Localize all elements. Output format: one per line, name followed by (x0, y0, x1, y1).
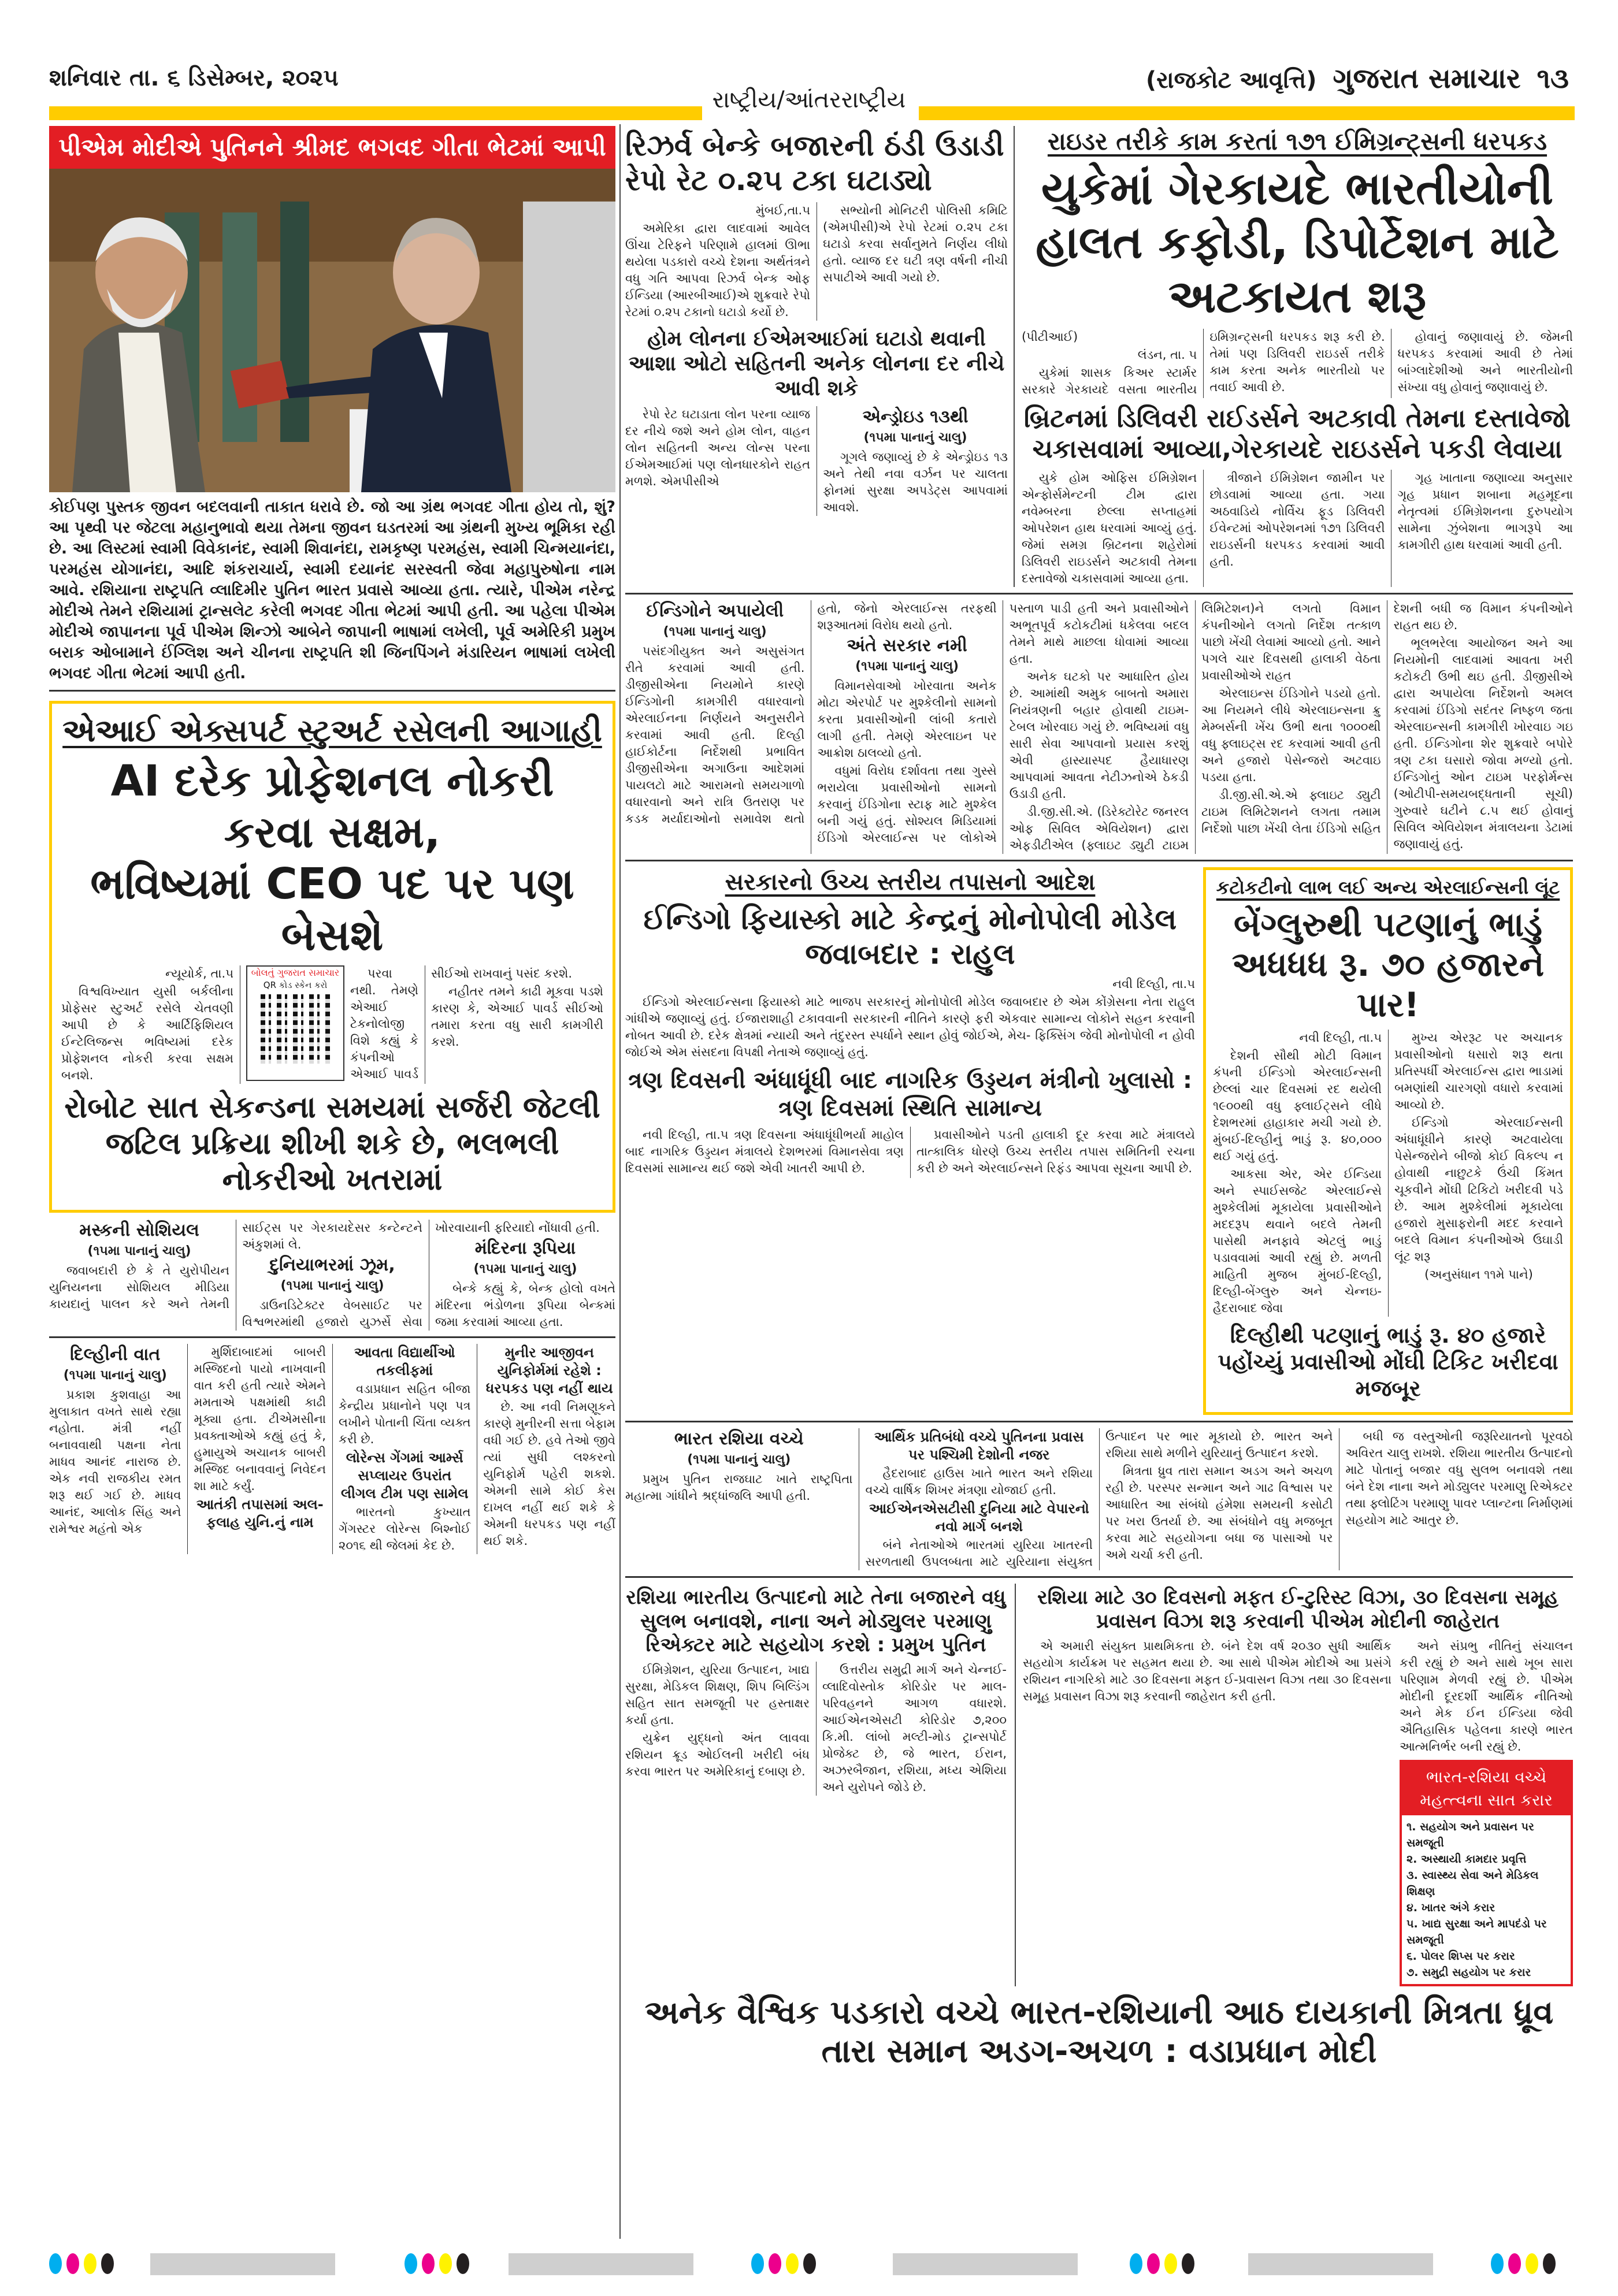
subhead: આર્થિક પ્રતિબંધો વચ્ચે પુતિનના પ્રવાસ પર પશ્ચિમી દેશોની નજર (874, 1429, 1084, 1463)
registration-dot (457, 2253, 469, 2274)
dateline: નવી દિલ્હી, તા.૫ (1112, 976, 1195, 991)
visa-story (1015, 1584, 1573, 1986)
paragraph: બેન્કે કહ્યું કે, બેન્ક હોલો વખતે મંદિરના ભંડોળના રૂપિયા બેન્કમાં જમા કરવામાં આવ્યા હતા. (435, 1281, 615, 1329)
paragraph: સભ્યોની મોનિટરી પોલિસી કમિટિ (એમપીસી)એ રેપો રેટમાં ૦.૨૫ ટકા ઘટાડો કરવા સર્વાનુમતે નિર્ણય લીધો હતો. વ્યાજ દર ઘટી ત્રણ વર્ષની નીચી સપાટીએ આવી ગયો છે. (823, 203, 1008, 284)
paragraph: ભારતનો કુખ્યાત ગેંગસ્ટર લોરેન્સ બિશ્નોઈ ૨૦૧૬ થી જેલમાં કેદ છે. (339, 1504, 471, 1552)
registration-dot (1491, 2253, 1504, 2274)
masthead-right (1146, 62, 1569, 95)
uk-body-2 (1022, 470, 1573, 587)
paragraph: હૈદરાબાદ હાઉસ ખાતે ભારત અને રશિયા વચ્ચે વાર્ષિક શિખર મંત્રણા યોજાઈ હતી. (865, 1466, 1093, 1498)
registration-marks (49, 2253, 114, 2274)
agreement-item: ૭. સમુદ્રી સહયોગ પર કરાર (1407, 1966, 1531, 1979)
rbi-story (625, 126, 1008, 516)
column-title: અંતે સરકાર નમી (847, 635, 967, 656)
agreement-item: ૧. સહયોગ અને પ્રવાસન પર સમજૂતી (1407, 1820, 1534, 1849)
subhead: આઈએનએસટીસી દુનિયા માટે વેપારનો નવો માર્ગ બનશે (869, 1500, 1089, 1535)
registration-dot (404, 2253, 417, 2274)
divider (49, 690, 615, 692)
paragraph: યુકે હોમ ઓફિસ ઈમિગ્રેશન એન્ફોર્સમેન્ટની ટીમ દ્વારા નવેમ્બરના છેલ્લા સપ્તાહમાં ઓપરેશન હાથ ધરવામાં આવ્યું હતું. જેમાં સમગ્ર બ્રિટનના શહેરોમાં ડિલિવરી રાઇડર્સને અટકાવી તેમના દસ્તાવેજો ચકાસવામાં આવ્યા હતા. (1022, 470, 1197, 585)
ai-headline-line-1: AI દરેક પ્રોફેશનલ નોકરી કરવા સક્ષમ, (110, 756, 554, 857)
paragraph: ડાઉનડિટેક્ટર વેબસાઈટ પર વિશ્વભરમાંથી હજારો યુઝર્સે સેવા ખોરવાયાની ફરિયાદો નોંધાવી હતી. (242, 1220, 600, 1329)
airfare-story-box (1203, 867, 1573, 1415)
paragraph: આકસા એર, એર ઈન્ડિયા અને સ્પાઈસજેટ એરલાઈન્સે મુશ્કેલીમાં મૂકાયેલા પ્રવાસીઓને મદદરૂપ થવાને બદલે તેમની પાસેથી મનફાવે એટલું ભાડું પડાવવામાં આવી રહ્યું છે. મળતી માહિતી મુજબ મુંબઈ-દિલ્હી, દિલ્હી-બેંગ્લુરુ અને ચેન્નઇ- હૈદરાબાદ જેવા (1213, 1167, 1382, 1316)
registration-dot (1508, 2253, 1521, 2274)
paragraph: ડી.જી.સી.એ. (ડિરેક્ટોરેટ જનરલ ઓફ સિવિલ એવિયેશન) દ્વારા એફડીટીએલ (ફ્લાઇટ ડ્યુટી ટાઇમ લિમિટેશન)ને લગતો વિમાન કંપનીઓને લગતો નિર્દેશ તત્કાળ પાછો ખેંચી લેવામાં આવ્યો હતો. આને પગલે ચાર દિવસથી હાલાકી વેઠતા પ્રવાસીઓએ રાહત (1009, 601, 1381, 852)
registration-dot (786, 2253, 799, 2274)
russia-row (625, 1584, 1573, 1986)
paragraph: વિશ્વવિખ્યાત યુસી બર્કલીના પ્રોફેસર સ્ટુઅર્ટ રસેલે ચેતવણી આપી છે કે આર્ટિફિશિયલ ઈન્ટેલિજન્સ ભવિષ્યમાં દરેક પ્રોફેશનલ નોકરી કરવા સક્ષમ બનશે. (61, 984, 233, 1083)
ai-headline (61, 756, 603, 961)
color-bar (509, 2253, 693, 2275)
registration-dot (66, 2253, 79, 2274)
aviation-body (625, 1127, 1195, 1178)
agreements-title: ભારત-રશિયા વચ્ચે મહત્ત્વના સાત કરાર (1402, 1762, 1571, 1815)
qr-label: બોલતું ગુજરાત સમાચાર (251, 967, 340, 979)
uk-body (1022, 329, 1573, 398)
dateline: લંડન, તા. ૫ (1137, 348, 1197, 362)
paragraph: વિમાનસેવાઓ ખોરવાતા અનેક મોટા એરપોર્ટ પર મુશ્કેલીનો સામનો કરતા પ્રવાસીઓની લાંબી કતારો લાગી હતી. તેમણે એરલાઇન પર આક્રોશ ઠાલવ્યો હતો. (817, 678, 997, 760)
side-title: એન્ડ્રોઇડ ૧૩થી (862, 406, 968, 427)
agreement-item: ૩. સ્વાસ્થ્ય સેવા અને મેડિકલ શિક્ષણ (1407, 1868, 1539, 1898)
section-label: રાષ્ટ્રીય/આંતરરાષ્ટ્રીય (712, 87, 906, 113)
paragraph: પસંદગીયુક્ત અને અસુસંગત રીતે કરવામાં આવી હતી. ડીજીસીએના નિયમોને કારણે ઈન્ડિગોની કામગીરી વધારવાનો એરલાઈનના નિર્ણયને અનુસરીને કરવામાં આવી હતી. દિલ્હી હાઈકોર્ટના નિર્દેશથી પ્રભાવિત ડીજીસીએના અગાઉના આદેશમાં પાયલટો માટે આરામનો સમયગાળો વધારવાનો અને રાત્રિ ઉતરાણ પર કડક મર્યાદાઓનો સમાવેશ થતો હતો, જેનો એરલાઈન્સ તરફથી શરૂઆતમાં વિરોધ થયો હતો. (625, 601, 997, 826)
govt-body (625, 976, 1195, 1061)
putin-headline: રશિયા ભારતીય ઉત્પાદનો માટે તેના બજારને વધુ સુલભ બનાવશે, નાના અને મોડ્યુલર પરમાણુ રિએક્ટર માટે સહયોગ કરશે : પ્રમુખ પુતિન (626, 1586, 1006, 1656)
paragraph: યુક્રેન યુદ્ધનો અંત લાવવા રશિયન ક્રૂડ ઓઈલની ખરીદી બંધ કરવા ભારત પર અમેરિકાનું દબાણ છે. (625, 1730, 810, 1778)
visa-headline: રશિયા માટે ૩૦ દિવસનો મફત ઈ-ટુરિસ્ટ વિઝા, ૩૦ દિવસના સમૂહ પ્રવાસન વિઝા શરૂ કરવાની પીએમ મોદીની જાહેરાત (1037, 1586, 1558, 1633)
issue-date: શનિવાર તા. ૬ ડિસેમ્બર, ૨૦૨૫ (49, 65, 339, 91)
top-row (625, 126, 1573, 587)
visa-right (1400, 1638, 1573, 1986)
left-stack (49, 126, 615, 1554)
paragraph: પરવા નથી. તેમણે એઆઈ ટેકનોલોજી વિશે કહ્યું કે કંપનીઓ એઆઈ પાવર્ડ સીઈઓ રાખવાનું પસંદ કરશે. (350, 967, 573, 1082)
paragraph: હોવાનું જણાવાયું છે. જેમની ધરપકડ કરવામાં આવી છે તેમાં બાંગ્લાદેશીઓ અને ભારતીયોની સંખ્યા વધુ હોવાનું જણાવાયું છે. (1397, 330, 1573, 395)
visa-body-1 (1023, 1638, 1391, 1706)
fare-kicker: કટોકટીનો લાભ લઈ અન્ય એરલાઈન્સની લૂંટ (1216, 876, 1560, 898)
ai-headline-line-2: ભવિષ્યમાં CEO પદ પર પણ બેસશે (90, 859, 574, 960)
registration-dot (1182, 2253, 1194, 2274)
paragraph: ત્રીજાને ઈમિગ્રેશન જામીન પર છોડવામાં આવ્યા હતા. ગયા અઠવાડિયે નોર્વિચ ફૂડ ડિલિવરી ઈવેન્ટમાં ઓપરેશનમાં ૧૭૧ ડિલિવરી રાઇડર્સની ધરપકડ કરવામાં આવી હતી. (1209, 470, 1385, 569)
middle-row (625, 867, 1573, 1415)
dateline: નવી દિલ્હી, તા.૫ (1299, 1031, 1382, 1045)
color-bar (893, 2253, 1078, 2275)
continued-label: (અનુસંધાન ૧૧મે પાને) (1424, 1268, 1533, 1282)
indigo-cols (625, 600, 1573, 854)
gita-title: પીએમ મોદીએ પુતિનને શ્રીમદ ભગવદ ગીતા ભેટમાં આપી (49, 126, 615, 169)
modi-putin-photo (49, 169, 615, 492)
qr-sublabel: QR કોડ સ્કેન કરો (263, 980, 328, 991)
paragraph: ઉત્તરીય સમુદ્રી માર્ગ અને ચેન્નઈ-વ્લાદિવોસ્તોક કોરિડોર પર માલ-પરિવહનને આગળ વધારશે. આઈએનએસટી કોરિડોર ૭,૨૦૦ કિ.મી. લાંબો મલ્ટી-મોડ ટ્રાન્સપોર્ટ પ્રોજેક્ટ છે, જે ભારત, ઈરાન, અઝરબૈજાન, રશિયા, મધ્ય એશિયા અને યુરોપને જોડે છે. (822, 1662, 1007, 1794)
uk-story (1014, 126, 1573, 587)
continued-label: (૧૫મા પાનાનું ચાલુ) (63, 1368, 167, 1383)
continued-label: (૧૫મા પાનાનું ચાલુ) (663, 624, 767, 639)
registration-dot (1164, 2253, 1177, 2274)
column-rule (619, 124, 621, 2239)
paragraph: પ્રવાસીઓને પડતી હાલાકી દૂર કરવા માટે મંત્રાલયે તાત્કાલિક ધોરણે ઉચ્ચ સ્તરીય તપાસ સમિતિની રચના કરી છે અને એરલાઈન્સને રિફંડ આપવા સૂચના આપી છે. (916, 1127, 1195, 1175)
registration-dot (803, 2253, 816, 2274)
paragraph: એ અમારી સંયુક્ત પ્રાથમિકતા છે. બંને દેશ વર્ષ ૨૦૩૦ સુધી આર્થિક સહયોગ કાર્યક્રમ પર સહમત થયા છે. આ સાથે પીએમ મોદીએ આ પ્રસંગે રશિયન નાગરિકો માટે ૩૦ દિવસના મફત ઈ-પ્રવાસન વિઝા તથા ૩૦ દિવસના સમૂહ પ્રવાસન વિઝા શરૂ કરવાની જાહેરાત કરી હતી. (1023, 1639, 1391, 1703)
agreement-item: ૨. અસ્થાયી કામદાર પ્રવૃત્તિ (1407, 1852, 1527, 1866)
delhi-patna-fare-headline: દિલ્હીથી પટણાનું ભાડું રૂ. ૪૦ હજારે પહોંચ્યું પ્રવાસીઓ મોંઘી ટિકિટ ખરીદવા મજબૂર (1218, 1322, 1558, 1401)
column-title: ભારત રશિયા વચ્ચે (674, 1429, 804, 1450)
continued-label: (૧૫મા પાનાનું ચાલુ) (280, 1278, 384, 1293)
continued-label: (૧૫મા પાનાનું ચાલુ) (87, 1243, 191, 1258)
paragraph: નવી દિલ્હી, તા.૫ ત્રણ દિવસના અંધાધૂંધીભર્યા માહોલ બાદ નાગરિક ઉડ્ડયન મંત્રાલયે દેશભરમાં વિમાનસેવા ત્રણ દિવસમાં સામાન્ય થઈ જશે એવી ખાતરી આપી છે. (625, 1127, 904, 1175)
source: (પીટીઆઈ) (1022, 330, 1078, 344)
govt-headline: ઈન્ડિગો ફિયાસ્કો માટે કેન્દ્રનું મોનોપોલી મોડેલ જવાબદાર : રાહુલ (643, 902, 1177, 971)
subhead: આતંકી તપાસમાં અલ-ફલાહ યુનિ.નું નામ આવતા વિદ્યાર્થીઓ તકલીફમાં (196, 1344, 455, 1530)
russia-top-body (625, 1428, 1573, 1570)
robot-headline: રોબોટ સાત સેકન્ડના સમયમાં સર્જરી જેટલી જટિલ પ્રક્રિયા શીખી શકે છે, ભલભલી નોકરીઓ ખતરામાં (64, 1090, 600, 1198)
continued-label: (૧૫મા પાનાનું ચાલુ) (473, 1261, 577, 1276)
agreement-item: ૫. ખાદ્ય સુરક્ષા અને માપદંડો પર સમજૂતી (1407, 1917, 1547, 1946)
paragraph: વધુમાં વિરોધ દર્શાવતા તથા ગુસ્સે ભરાયેલા પ્રવાસીઓનો સામનો કરવાનું ઈંડિગોના સ્ટાફ માટે મુશ્કેલ બની ગયું હતું. સોશ્યલ મિડિયામાં ઈંડિગો એરલાઈન્સ પર લોકોએ પસ્તાળ પાડી હતી અને પ્રવાસીઓને અભૂતપૂર્વ કટોકટીમાં ધકેલવા બદલ તેમને માથે માછલા ધોવામાં આવ્યા હતા. (817, 601, 1189, 845)
registration-dot (49, 2253, 62, 2274)
qr-code-icon[interactable] (261, 994, 330, 1064)
column-title: દિલ્હીની વાત (70, 1344, 161, 1365)
dateline: મુંબઈ,તા.૫ (755, 203, 810, 217)
paragraph: મુખ્ય એરરૂટ પર અચાનક પ્રવાસીઓનો ધસારો શરૂ થતા પ્રતિસ્પર્ધી એરલાઈન્સ દ્વારા ભાડામાં બમણાંથી ચારગણો વધારો કરવામાં આવ્યો છે. (1394, 1031, 1563, 1112)
registration-dot (769, 2253, 781, 2274)
aviation-minister-headline: ત્રણ દિવસની અંધાધૂંધી બાદ નાગરિક ઉડ્ડયન મંત્રીનો ખુલાસો : ત્રણ દિવસમાં સ્થિતિ સામાન્ય (628, 1067, 1192, 1121)
paragraph: મિત્રતા ધ્રુવ તારા સમાન અડગ અને અચળ રહી છે. પરસ્પર સન્માન અને ગાઢ વિશ્વાસ પર આધારિત આ સંબંધો હંમેશા સમયની કસોટી પર ખરા ઉતર્યા છે. આ સંબંધોને વધુ મજબૂત કરવા માટે સહયોગના બધા જ પાસાઓ પર અમે ચર્ચા કરી હતી. (1105, 1464, 1333, 1562)
agreement-item: ૪. ખાતર અંગે કરાર (1407, 1901, 1495, 1914)
visa-body-2 (1400, 1638, 1573, 1755)
paragraph: બંને નેતાઓએ ભારતમાં યુરિયા ખાતરની સરળતાથી ઉપલબ્ધતા માટે યુરિયાના સંયુક્ત ઉત્પાદન પર ભાર મૂકાયો છે. ભારત અને રશિયા સાથે મળીને યુરિયાનું ઉત્પાદન કરશે. (865, 1429, 1333, 1569)
briefs (49, 1220, 615, 1331)
edition-label: (રાજકોટ આવૃત્તિ) (1145, 67, 1317, 94)
paragraph: બધી જ વસ્તુઓની જરૂરિયાતનો પૂરવઠો અવિરત ચાલુ રાખશે. રશિયા ભારતીય ઉત્પાદનો માટે પોતાનું બજાર વધુ સુલભ બનાવશે તથા બંને દેશ નાના અને મોડ્યુલર પરમાણુ રિએક્ટર તથા ફ્લોટિંગ પરમાણુ પાવર પ્લાન્ટના નિર્માણમાં સહયોગ માટે આતુર છે. (1345, 1429, 1573, 1528)
registration-dot (751, 2253, 764, 2274)
paragraph: અને સંપ્રભુ નીતિનું સંચાલન કરી રહ્યું છે અને સાથે ખૂબ સારા પરિણામ મેળવી રહ્યું છે. પીએમ મોદીની દૂરદર્શી આર્થિક નીતિઓ અને મેક ઈન ઈન્ડિયા જેવી ઐતિહાસિક પહેલના કારણે ભારત આત્મનિર્ભર બની રહ્યું છે. (1400, 1639, 1573, 1753)
rbi-subhead: હોમ લોનના ઈએમઆઈમાં ઘટાડો થવાની આશા ઓટો સહિતની અનેક લોનના દર નીચે આવી શકે (628, 327, 1005, 401)
paragraph: એરલાઇન્સ ઈંડિગોને પડયો હતો. આ નિયમને લીધે એરલાઇન્સના ક્રુ મેમ્બર્સની ખેંચ ઉભી થતા ૧૦૦૦થી વધુ ફ્લાઇટ્સ રદ કરવામાં આવી હતી અને હજારો પેસેન્જરો અટવાઇ પડયા હતા. (1201, 686, 1381, 784)
govt-story (625, 867, 1195, 1178)
divider (625, 1576, 1573, 1578)
divider (625, 860, 1573, 861)
delhi-column (49, 1344, 615, 1554)
registration-dot (439, 2253, 452, 2274)
rbi-body (625, 202, 1008, 321)
continued-label: (૧૫મા પાનાનું ચાલુ) (687, 1452, 791, 1467)
ai-story-box (49, 701, 615, 1213)
registration-marks (404, 2253, 469, 2274)
registration-dot (1543, 2253, 1556, 2274)
color-bar (150, 2253, 335, 2275)
divider (625, 593, 1573, 595)
paragraph: છે. આ નવી નિમણૂકને કારણે મુનીરની સત્તા બેફામ વધી ગઈ છે. હવે તેઓ જીવે ત્યાં સુધી લશ્કરનો યુનિફોર્મ પહેરી શકશે. એમની સામે કોઈ કેસ દાખલ નહીં થઈ શકે કે એમની ધરપકડ પણ નહીં થઈ શકે. (483, 1399, 615, 1548)
registration-dot (422, 2253, 435, 2274)
subhead: મુનીર આજીવન યુનિફોર્મમાં રહેશે : ધરપકડ પણ નહીં થાય (485, 1344, 613, 1396)
uk-kicker: રાઇડર તરીકે કામ કરતાં ૧૭૧ ઈમિગ્રન્ટ્સની ધરપકડ (1047, 127, 1548, 155)
putin-story (625, 1584, 1007, 1795)
fare-headline: બેંગ્લુરુથી પટણાનું ભાડું અધધધ રૂ. ૭૦ હજારને પાર! (1231, 904, 1545, 1024)
paragraph: ગૂગલે જણાવ્યું છે કે એન્ડ્રોઇડ ૧૩ અને તેથી નવા વર્ઝન પર ચાલતા ફોનમાં સુરક્ષા અપડેટ્સ આપવામાં આવશે. (823, 449, 1008, 514)
paragraph: પ્રકાશ કુશવાહા આ મુલાકાત વખતે સાથે રહ્યા નહોતા. મંત્રી નહીં બનાવવાથી પક્ષના નેતા માધવ આનંદ નારાજ છે. એક નવી રાજકીય રમત શરૂ થઈ ગઈ છે. માધવ આનંદ, આલોક સિંહ અને રામેશ્વર મહંતો એક (49, 1387, 181, 1536)
rbi-headline: રિઝર્વ બેન્કે બજારની ઠંડી ઉડાડી રેપો રેટ ૦.૨૫ ટકા ઘટાડ્યો (625, 129, 1004, 197)
paragraph: અનેક ઘટકો પર આધારિત હોય છે. આમાંથી અમુક બાબતો અમારા નિયંત્રણની બહાર હોવાથી ટાઇમ-ટેબલ ખોરવાઇ ગયું છે. ભવિષ્યમાં વધુ સારી સેવા આપવાનો પ્રયાસ કરશું એવી હાસ્યાસ્પદ હૈયાધારણ આપવામાં આવતા નેટીઝનોએ ઠેકડી ઉડાડી હતી. (1009, 669, 1189, 801)
paragraph: દેશની સૌથી મોટી વિમાન કંપની ઈન્ડિગો એરલાઈન્સની છેલ્લાં ચાર દિવસમાં રદ થયેલી ૧૯૦૦થી વધુ ફ્લાઈટ્સને લીધે દેશભરમાં હાહાકાર મચી ગયો છે. મુંબઈ-દિલ્હીનું ભાડું રૂ. ૪૦,૦૦૦ થઈ ગયું હતું. (1213, 1049, 1382, 1164)
brief-title: મંદિરના રૂપિયા (474, 1238, 576, 1258)
column-title: ઈન્ડિગોને અપાયેલી (646, 600, 784, 621)
registration-marks (751, 2253, 816, 2274)
newspaper-logo: ગુજરાત સમાચાર (1333, 62, 1521, 95)
rbi-body-2 (625, 406, 1008, 516)
uk-subhead: બ્રિટનમાં ડિલિવરી રાઈડર્સને અટકાવી તેમના દસ્તાવેજો ચકાસવામાં આવ્યા,ગેરકાયદે રાઇડર્સને પકડી લેવાયા (1023, 404, 1571, 465)
page-number: ૧૩ (1537, 62, 1569, 95)
fare-body (1213, 1030, 1563, 1317)
divider (625, 1421, 1573, 1422)
paragraph: પ્રમુખ પુતિન રાજઘાટ ખાતે રાષ્ટ્રપિતા મહાત્મા ગાંધીને શ્રદ્ધાંજલિ આપી હતી. (625, 1472, 853, 1503)
registration-dot (1130, 2253, 1142, 2274)
right-stack (625, 126, 1573, 2075)
seven-agreements-box (1400, 1760, 1573, 1986)
paragraph: રેપો રેટ ઘટાડાતા લોન પરના વ્યાજ દર નીચે જશે અને હોમ લોન, વાહન લોન સહિતની અન્ય લોન્સ પરના ઈએમઆઈમાં પણ લોનધારકોને રાહત મળશે. એમપીસીએ (625, 407, 810, 488)
registration-dot (1147, 2253, 1160, 2274)
registration-marks (1130, 2253, 1194, 2274)
qr-code-box[interactable] (246, 965, 344, 1081)
ai-body (61, 965, 603, 1084)
brief-title: દુનિયાભરમાં ઝૂમ, (269, 1254, 395, 1275)
registration-marks (1491, 2253, 1556, 2274)
india-russia-main-headline: અનેક વૈશ્વિક પડકારો વચ્ચે ભારત-રશિયાની આઠ દાયકાની મિત્રતા ધ્રૂવ તારા સમાન અડગ-અચળ : વડાપ્રધાન મોદી (644, 1993, 1554, 2070)
dateline: ન્યૂયોર્ક, તા.૫ (165, 967, 233, 981)
paragraph: ગૃહ ખાતાના જણાવ્યા અનુસાર ગૃહ પ્રધાન શબાના મહમૂદના નેતૃત્વમાં ઈમિગ્રેશનના દુરુપયોગ સામેના ઝુંબેશના ભાગરૂપે આ કામગીરી હાથ ધરવામાં આવી હતી. (1397, 470, 1573, 552)
paragraph: ભૂલભરેલા આયોજન અને આ નિયમોની લાદવામાં આવતા ખરી કટોકટી ઉભી થઇ હતી. ડીજીસીએ દ્વારા અપાયેલા નિર્દેશનો અમલ કરવામાં ઈંડિગો સદંતર નિષ્ફળ જતા એરલાઇન્સની કામગીરી ખોરવાઇ ગઇ હતી. ઈન્ડિગોના શેર શુક્રવારે બપોરે ત્રણ ટકા ઘસારો જોવા મળ્યો હતો. ઈન્ડિગોનું ઓન ટાઇમ પરફોર્મન્સ (ઓટીપી-સમયબદ્ધતાની સૂચી) ગુરુવારે ઘટીને ૮.૫ થઈ હોવાનું સિવિલ એવિયેશન મંત્રાલયના ડેટામાં જણાવાયું હતું. (1393, 636, 1573, 851)
registration-dot (84, 2253, 97, 2274)
agreements-list (1407, 1819, 1566, 1981)
paragraph: યુકેમાં શાસક કિઅર સ્ટાર્મર સરકારે ગેરકાયદે વસતા ભારતીય ઇમિગ્રન્ટ્સની ધરપકડ શરૂ કરી છે. તેમાં પણ ડિલિવરી રાઇડર્સ તરીકે કામ કરતા અનેક ભારતીયો પર તવાઈ આવી છે. (1022, 330, 1385, 397)
subhead: લોરેન્સ ગેંગમાં આર્મ્સ સપ્લાયર ઉપરાંત લીગલ ટીમ પણ સામેલ (341, 1449, 469, 1502)
paragraph: મુર્શિદાબાદમાં બાબરી મસ્જિદનો પાયો નાખવાની વાત કરી હતી ત્યારે એમને મમતાએ પક્ષમાંથી કાઢી મૂક્યા હતા. ટીએમસીના પ્રવક્તાઓએ કહ્યું હતું કે, હુમાયુએ અચાનક બાબરી મસ્જિદ બનાવવાનું નિવેદન શા માટે કર્યું. (194, 1344, 326, 1493)
section-bar-right (919, 106, 1575, 120)
photo-caption: કોઈપણ પુસ્તક જીવન બદલવાની તાકાત ધરાવે છે. જો આ ગ્રંથ ભગવદ ગીતા હોય તો, શું? આ પૃથ્વી પર જેટલા મહાનુભાવો થયા તેમના જીવન ઘડતરમાં આ ગ્રંથની મુખ્ય ભૂમિકા રહી છે. આ લિસ્ટમાં સ્વામી વિવેકાનંદ, સ્વામી શિવાનંદા, રામકૃષ્ણ પરમહંસ, સ્વામી ચિન્મયાનંદા, પરમહંસ યોગાનંદા, આદિ શંકરાચાર્ય, સ્વામી દયાનંદ સરસ્વતી જેવા મહાપુરુષોના નામ આવે. રશિયાના રાષ્ટ્રપતિ વ્લાદિમીર પુતિન ભારત પ્રવાસે આવ્યા હતા. ત્યારે, પીએમ નરેન્દ્ર મોદીએ તેમને રશિયામાં ટ્રાન્સલેટ કરેલી ભગવદ ગીતા ભેટમાં આપી હતી. આ પહેલા પીએમ મોદીએ જાપાનના પૂર્વ પીએમ શિન્ઝો આબેને જાપાની ભાષામાં લખેલી, પૂર્વ અમેરિકી પ્રમુખ બરાક ઓબામાને ઈંગ્લિશ અને ચીનના રાષ્ટ્રપતિ શી જિનપિંગને મંડારિયન ભાષામાં લખેલી ભગવદ ગીતા ભેટમાં આપી હતી. (49, 498, 615, 682)
color-bar (1248, 2253, 1433, 2275)
registration-dot (101, 2253, 114, 2274)
ai-kicker: એઆઈ એક્સપર્ટ સ્ટુઅર્ટ રસેલની આગાહી (62, 712, 602, 749)
visa-row (1023, 1638, 1573, 1986)
paragraph: ઈમિગ્રેશન, યુરિયા ઉત્પાદન, ખાદ્ય સુરક્ષા, મેડિકલ શિક્ષણ, શિપ બિલ્ડિંગ સહિત સાત સમજૂતી પર હસ્તાક્ષર કર્યા હતા. (625, 1662, 810, 1727)
uk-headline: યુકેમાં ગેરકાયદે ભારતીયોની હાલત કફોડી, ડિપોર્ટેશન માટે અટકાયત શરૂ (1036, 162, 1559, 323)
paragraph: અમેરિકા દ્વારા લાદવામાં આવેલ ઊંચા ટેરિફને પરિણામે હાલમાં ઊભા થયેલા પડકારો વચ્ચે દેશના અર્થતંત્રને વધુ ગતિ આપવા રિઝર્વ બેન્ક ઓફ ઈન્ડિયા (આરબીઆઈ)એ શુક્રવારે રેપો રેટમાં ૦.૨૫ ટકાનો ઘટાડો કર્યો છે. (625, 221, 810, 319)
paragraph: જવાબદારી છે કે તે યુરોપીયન યુનિયનના સોશિયલ મીડિયા કાયદાનું પાલન કરે અને તેમની સાઈટ્સ પર ગેરકાયદેસર કન્ટેન્ટને અંકુશમાં લે. (49, 1220, 422, 1311)
section-bar-left (49, 106, 702, 120)
registration-dot (1526, 2253, 1538, 2274)
continued-label: (૧૫મા પાનાનું ચાલુ) (863, 430, 967, 445)
divider (49, 1336, 615, 1338)
paragraph: ઈન્ડિગો એરલાઈન્સની અંધાધૂંધીને કારણે અટવાયેલા પેસેન્જરોને બીજો કોઈ વિકલ્પ ન હોવાથી નાછુટકે ઉંચી કિંમત ચૂકવીને મોંઘી ટિકિટો ખરીદવી પડે છે. આમ મુશ્કેલીમાં મૂકાયેલા હજારો મુસાફરોની મદદ કરવાને બદલે વિમાન કંપનીઓએ ઉઘાડી લૂંટ શરૂ (1394, 1116, 1563, 1264)
continued-label: (૧૫મા પાનાનું ચાલુ) (855, 659, 959, 674)
paragraph: વડાપ્રધાન સહિત બીજા કેન્દ્રીય પ્રધાનોને પણ પત્ર લખીને પોતાની ચિંતા વ્યક્ત કરી છે. (339, 1381, 471, 1446)
agreement-item: ૬. પોલર શિપ્સ પર કરાર (1407, 1949, 1515, 1963)
putin-body (625, 1662, 1007, 1796)
paragraph: ઈન્ડિગો એરલાઈન્સના ફિયાસ્કો માટે ભાજપ સરકારનું મોનોપોલી મોડેલ જવાબદાર છે એમ કોંગ્રેસના નેતા રાહુલ ગાંધીએ જણાવ્યું હતું. ઈજારાશાહી ટકાવવાની સરકારની નીતિને કારણે ફરી એકવાર સામાન્ય લોકોને સહન કરવાની નોબત આવી છે. દરેક ક્ષેત્રમાં ન્યાયી અને તંદુરસ્ત સ્પર્ધાને સ્થાન હોવું જોઈએ, મેચ- ફિક્સિંગ જેવી મોનોપોલી ન હોવી જોઈએ એમ સંસદના વિપક્ષી નેતાએ જણાવ્યું હતું. (625, 994, 1195, 1059)
govt-kicker: સરકારનો ઉચ્ચ સ્તરીય તપાસનો આદેશ (725, 868, 1096, 896)
paragraph: ડી.જી.સી.એ.એ ફ્લાઇટ ડ્યુટી ટાઇમ લિમિટેશનને લગતા તમામ નિર્દેશો પાછા ખેંચી લેતા ઈંડિગો સહિત દેશની બધી જ વિમાન કંપનીઓને રાહત થઇ છે. (1201, 601, 1573, 835)
paragraph: નહીતર તમને કાઢી મૂકવા પડશે કારણ કે, એઆઈ પાવર્ડ સીઈઓ તમારા કરતા વધુ સારી કામગીરી કરશે. (431, 984, 603, 1049)
brief-title: મસ્કની સોશિયલ (79, 1220, 199, 1240)
